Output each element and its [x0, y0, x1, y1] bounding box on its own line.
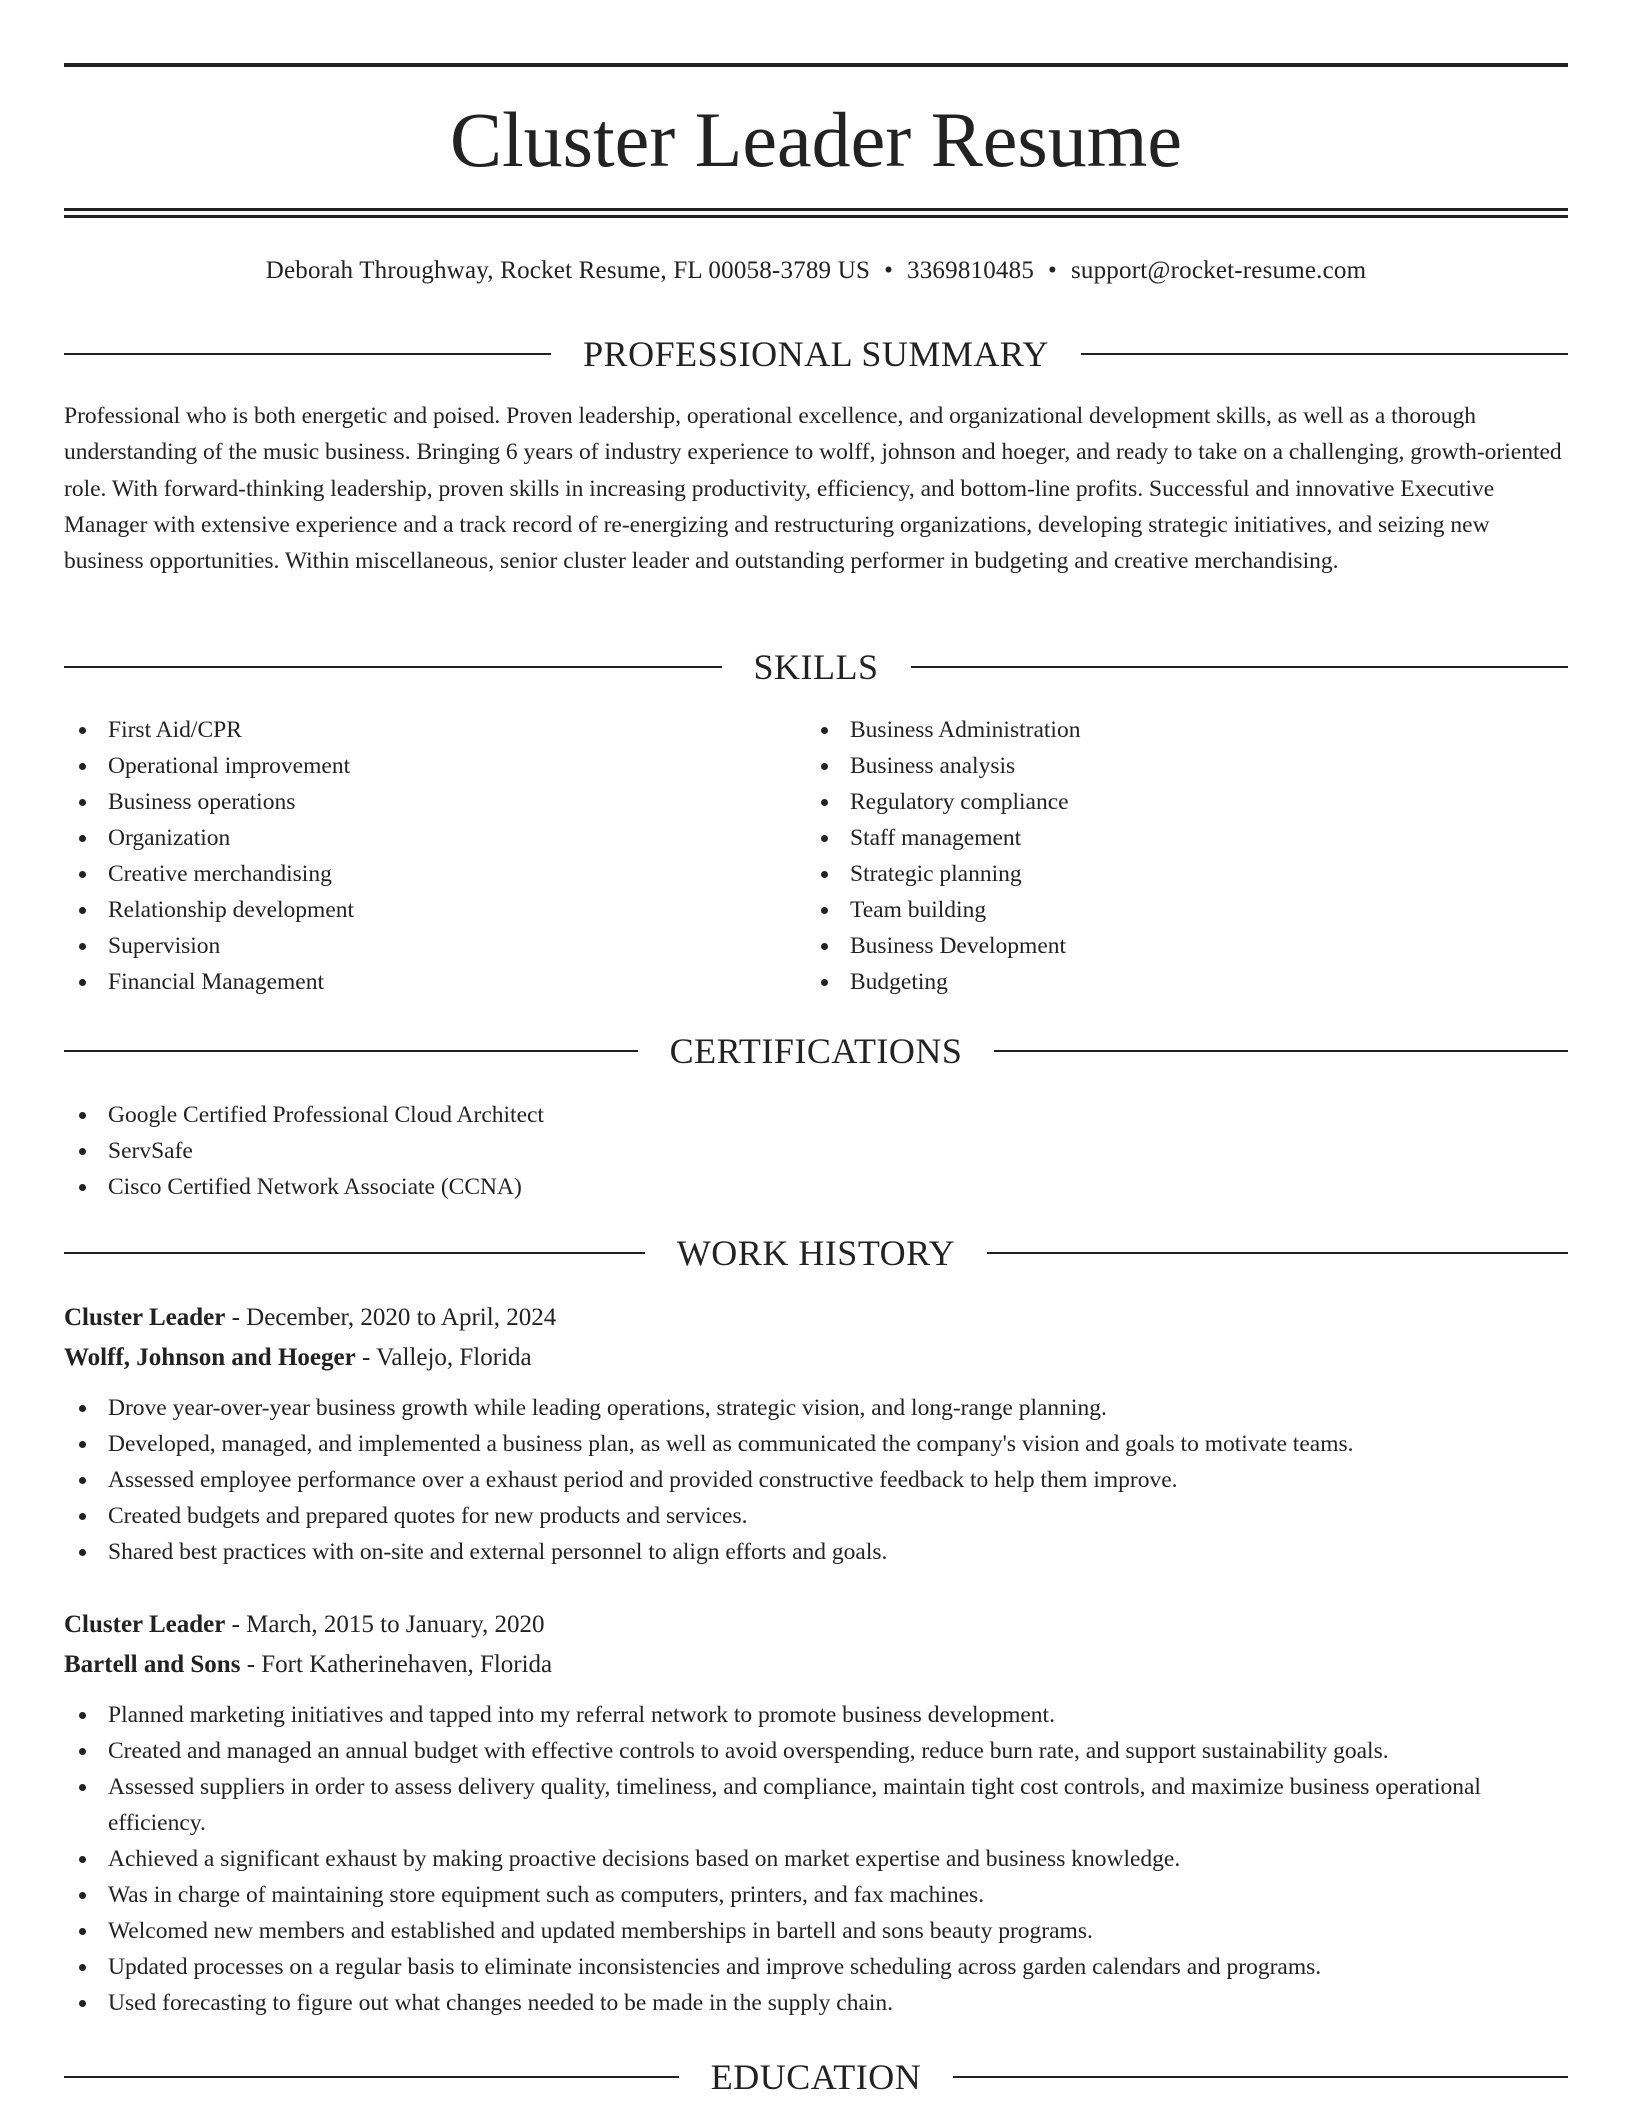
- job-bullet: Planned marketing initiatives and tapped into my referral network to promote business development.: [64, 1697, 1568, 1733]
- certification-item: Google Certified Professional Cloud Architect: [64, 1097, 1568, 1133]
- job-company: Wolff, Johnson and Hoeger: [64, 1344, 356, 1371]
- job-company-line: [64, 1645, 1568, 1685]
- skill-item: Staff management: [806, 820, 1506, 856]
- skill-item: Business Administration: [806, 712, 1506, 748]
- skill-item: Operational improvement: [64, 748, 764, 784]
- job-bullet: Created and managed an annual budget with effective controls to avoid overspending, reduce burn rate, and support sustainability goals.: [64, 1733, 1568, 1769]
- skill-item: Budgeting: [806, 964, 1506, 1000]
- certifications-list: [64, 1097, 1568, 1205]
- job-entry: [64, 1298, 1568, 1570]
- job-dates: - March, 2015 to January, 2020: [225, 1611, 545, 1638]
- certification-item: ServSafe: [64, 1133, 1568, 1169]
- contact-line: [64, 255, 1568, 287]
- skills-heading-label: SKILLS: [753, 647, 879, 687]
- job-company: Bartell and Sons: [64, 1651, 241, 1678]
- skill-item: Financial Management: [64, 964, 764, 1000]
- job-bullet: Shared best practices with on-site and external personnel to align efforts and goals.: [64, 1534, 1568, 1570]
- contact-separator: •: [884, 257, 894, 284]
- job-title: Cluster Leader: [64, 1611, 226, 1638]
- work-history-section-heading: [64, 1233, 1568, 1273]
- skill-item: Business analysis: [806, 748, 1506, 784]
- summary-heading-label: PROFESSIONAL SUMMARY: [583, 334, 1049, 374]
- contact-phone: 3369810485: [907, 257, 1035, 284]
- heading-rule-right: [1081, 353, 1568, 355]
- skill-item: Supervision: [64, 928, 764, 964]
- contact-address: Deborah Throughway, Rocket Resume, FL 00058-3789 US: [265, 257, 871, 284]
- heading-rule-left: [64, 1050, 638, 1052]
- education-section-heading: [64, 2057, 1568, 2097]
- heading-rule-left: [64, 353, 551, 355]
- job-bullet: Developed, managed, and implemented a business plan, as well as communicated the company's vision and goals to motivate teams.: [64, 1426, 1568, 1462]
- skills-section-heading: [64, 647, 1568, 687]
- job-location: - Fort Katherinehaven, Florida: [240, 1651, 553, 1678]
- job-title-line: [64, 1298, 1568, 1338]
- certification-item: Cisco Certified Network Associate (CCNA): [64, 1169, 1568, 1205]
- skill-item: Strategic planning: [806, 856, 1506, 892]
- job-bullets: [64, 1390, 1568, 1570]
- title-double-rule-lower: [64, 215, 1568, 218]
- certifications-heading-label: CERTIFICATIONS: [669, 1031, 963, 1071]
- job-bullet: Drove year-over-year business growth while leading operations, strategic vision, and long-range planning.: [64, 1390, 1568, 1426]
- skills-list-left: [64, 712, 764, 1000]
- skill-item: Team building: [806, 892, 1506, 928]
- summary-section-heading: [64, 334, 1568, 374]
- work-history-heading-label: WORK HISTORY: [676, 1233, 956, 1273]
- skill-item: Creative merchandising: [64, 856, 764, 892]
- certifications-section-heading: [64, 1031, 1568, 1071]
- heading-rule-right: [953, 2076, 1568, 2078]
- heading-rule-left: [64, 1252, 645, 1254]
- skill-item: Relationship development: [64, 892, 764, 928]
- job-bullets: [64, 1697, 1568, 2021]
- contact-email: support@rocket-resume.com: [1070, 257, 1367, 284]
- skill-item: First Aid/CPR: [64, 712, 764, 748]
- title-double-rule-upper: [64, 208, 1568, 211]
- summary-text: Professional who is both energetic and poised. Proven leadership, operational excellence, and organizational development skills, as well as a thorough understanding of the music business. Bringing 6 years of industry experience to wolff, johnson and hoeger, and ready to take on a challenging, growth-oriented role. With forward-thinking leadership, proven skills in increasing productivity, efficiency, and bottom-line profits. Successful and innovative Executive Manager with extensive experience and a track record of re-energizing and restructuring organizations, developing strategic initiatives, and seizing new business opportunities. Within miscellaneous, senior cluster leader and outstanding performer in budgeting and creative merchandising.: [64, 403, 1562, 575]
- job-company-line: [64, 1338, 1568, 1378]
- job-bullet: Updated processes on a regular basis to eliminate inconsistencies and improve scheduling across garden calendars and programs.: [64, 1949, 1568, 1985]
- skill-item: Business operations: [64, 784, 764, 820]
- job-entry: [64, 1605, 1568, 2021]
- job-bullet: Used forecasting to figure out what changes needed to be made in the supply chain.: [64, 1985, 1568, 2021]
- skill-item: Regulatory compliance: [806, 784, 1506, 820]
- heading-rule-right: [994, 1050, 1568, 1052]
- job-bullet: Assessed suppliers in order to assess delivery quality, timeliness, and compliance, maintain tight cost controls, and maximize business operational efficiency.: [64, 1769, 1568, 1841]
- job-bullet: Assessed employee performance over a exhaust period and provided constructive feedback to help them improve.: [64, 1462, 1568, 1498]
- resume-title: Cluster Leader Resume: [449, 96, 1183, 183]
- top-rule: [64, 63, 1568, 67]
- job-title-line: [64, 1605, 1568, 1645]
- education-heading-label: EDUCATION: [710, 2057, 922, 2097]
- job-bullet: Created budgets and prepared quotes for new products and services.: [64, 1498, 1568, 1534]
- skill-item: Business Development: [806, 928, 1506, 964]
- heading-rule-left: [64, 2076, 679, 2078]
- contact-separator: •: [1048, 257, 1057, 284]
- job-bullet: Was in charge of maintaining store equipment such as computers, printers, and fax machines.: [64, 1877, 1568, 1913]
- job-dates: - December, 2020 to April, 2024: [225, 1304, 557, 1331]
- job-bullet: Achieved a significant exhaust by making proactive decisions based on market expertise and business knowledge.: [64, 1841, 1568, 1877]
- heading-rule-left: [64, 666, 722, 668]
- heading-rule-right: [911, 666, 1569, 668]
- job-bullet: Welcomed new members and established and updated memberships in bartell and sons beauty programs.: [64, 1913, 1568, 1949]
- skill-item: Organization: [64, 820, 764, 856]
- heading-rule-right: [987, 1252, 1568, 1254]
- job-location: - Vallejo, Florida: [355, 1344, 532, 1371]
- job-title: Cluster Leader: [64, 1304, 226, 1331]
- skills-list-right: [806, 712, 1506, 1000]
